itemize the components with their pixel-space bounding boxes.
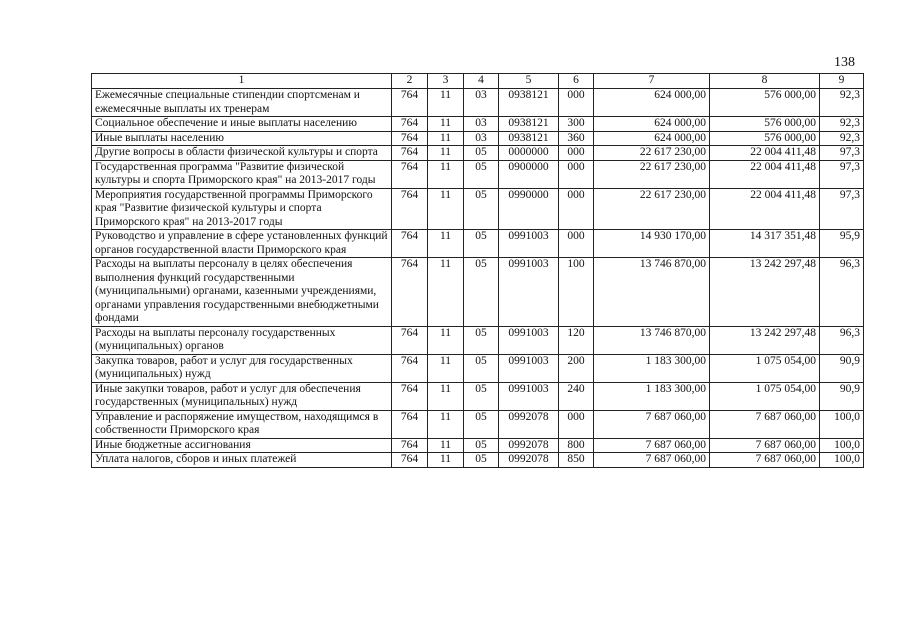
row-name-cell: Другие вопросы в области физической культуры и спорта — [92, 146, 392, 161]
col4-cell: 05 — [464, 410, 499, 438]
col6-cell: 000 — [559, 146, 594, 161]
col2-cell: 764 — [392, 160, 428, 188]
col9-percent-cell: 92,3 — [820, 117, 864, 132]
col5-cell: 0992078 — [499, 453, 559, 468]
row-name-cell: Социальное обеспечение и иные выплаты населению — [92, 117, 392, 132]
col2-cell: 764 — [392, 230, 428, 258]
col7-amount-cell: 1 183 300,00 — [594, 382, 710, 410]
col6-cell: 240 — [559, 382, 594, 410]
budget-table — [91, 73, 864, 468]
col4-cell: 05 — [464, 326, 499, 354]
col8-amount-cell: 7 687 060,00 — [710, 410, 820, 438]
col6-cell: 360 — [559, 131, 594, 146]
row-name-cell: Иные выплаты населению — [92, 131, 392, 146]
col6-cell: 000 — [559, 410, 594, 438]
col7-amount-cell: 7 687 060,00 — [594, 438, 710, 453]
col2-cell: 764 — [392, 117, 428, 132]
table-row — [92, 146, 864, 161]
col5-cell: 0938121 — [499, 89, 559, 117]
col3-cell: 11 — [428, 382, 464, 410]
row-name-cell: Ежемесячные специальные стипендии спортсменам и ежемесячные выплаты их тренерам — [92, 89, 392, 117]
col4-cell: 05 — [464, 160, 499, 188]
header-cell: 5 — [499, 74, 559, 89]
col2-cell: 764 — [392, 131, 428, 146]
col5-cell: 0938121 — [499, 131, 559, 146]
header-cell: 9 — [820, 74, 864, 89]
col8-amount-cell: 576 000,00 — [710, 131, 820, 146]
col6-cell: 000 — [559, 188, 594, 230]
header-cell: 3 — [428, 74, 464, 89]
col6-cell: 120 — [559, 326, 594, 354]
table-row — [92, 160, 864, 188]
col5-cell: 0991003 — [499, 354, 559, 382]
col7-amount-cell: 1 183 300,00 — [594, 354, 710, 382]
header-cell: 4 — [464, 74, 499, 89]
col3-cell: 11 — [428, 354, 464, 382]
col8-amount-cell: 1 075 054,00 — [710, 382, 820, 410]
col3-cell: 11 — [428, 326, 464, 354]
col8-amount-cell: 7 687 060,00 — [710, 438, 820, 453]
col4-cell: 05 — [464, 354, 499, 382]
col4-cell: 05 — [464, 188, 499, 230]
page-number: 138 — [834, 55, 855, 70]
col6-cell: 000 — [559, 160, 594, 188]
col5-cell: 0990000 — [499, 188, 559, 230]
col5-cell: 0992078 — [499, 410, 559, 438]
col9-percent-cell: 90,9 — [820, 354, 864, 382]
col7-amount-cell: 22 617 230,00 — [594, 146, 710, 161]
col5-cell: 0938121 — [499, 117, 559, 132]
col9-percent-cell: 100,0 — [820, 438, 864, 453]
col3-cell: 11 — [428, 258, 464, 327]
col9-percent-cell: 100,0 — [820, 410, 864, 438]
col2-cell: 764 — [392, 188, 428, 230]
col7-amount-cell: 22 617 230,00 — [594, 188, 710, 230]
col5-cell: 0991003 — [499, 258, 559, 327]
row-name-cell: Управление и распоряжение имуществом, находящимся в собственности Приморского края — [92, 410, 392, 438]
col8-amount-cell: 14 317 351,48 — [710, 230, 820, 258]
col6-cell: 000 — [559, 230, 594, 258]
col5-cell: 0991003 — [499, 326, 559, 354]
table-row — [92, 188, 864, 230]
table-row — [92, 410, 864, 438]
header-cell: 7 — [594, 74, 710, 89]
col8-amount-cell: 22 004 411,48 — [710, 146, 820, 161]
col8-amount-cell: 22 004 411,48 — [710, 188, 820, 230]
col5-cell: 0900000 — [499, 160, 559, 188]
col4-cell: 03 — [464, 89, 499, 117]
row-name-cell: Мероприятия государственной программы Приморского края "Развитие физической культуры и спорта Приморского края" на 2013-2017 годы — [92, 188, 392, 230]
col4-cell: 05 — [464, 453, 499, 468]
col9-percent-cell: 95,9 — [820, 230, 864, 258]
header-cell: 1 — [92, 74, 392, 89]
col7-amount-cell: 7 687 060,00 — [594, 410, 710, 438]
col3-cell: 11 — [428, 453, 464, 468]
col2-cell: 764 — [392, 410, 428, 438]
col8-amount-cell: 13 242 297,48 — [710, 258, 820, 327]
col7-amount-cell: 22 617 230,00 — [594, 160, 710, 188]
col9-percent-cell: 90,9 — [820, 382, 864, 410]
row-name-cell: Руководство и управление в сфере установленных функций органов государственной власти Приморского края — [92, 230, 392, 258]
header-row — [92, 74, 864, 89]
col4-cell: 05 — [464, 146, 499, 161]
col5-cell: 0992078 — [499, 438, 559, 453]
col9-percent-cell: 97,3 — [820, 160, 864, 188]
col7-amount-cell: 13 746 870,00 — [594, 326, 710, 354]
col6-cell: 100 — [559, 258, 594, 327]
col5-cell: 0991003 — [499, 382, 559, 410]
table-row — [92, 230, 864, 258]
table-row — [92, 326, 864, 354]
col3-cell: 11 — [428, 131, 464, 146]
row-name-cell: Иные бюджетные ассигнования — [92, 438, 392, 453]
col4-cell: 05 — [464, 230, 499, 258]
table-row — [92, 382, 864, 410]
table-row — [92, 354, 864, 382]
col2-cell: 764 — [392, 382, 428, 410]
col6-cell: 850 — [559, 453, 594, 468]
col7-amount-cell: 14 930 170,00 — [594, 230, 710, 258]
table-row — [92, 131, 864, 146]
col4-cell: 05 — [464, 258, 499, 327]
row-name-cell: Иные закупки товаров, работ и услуг для обеспечения государственных (муниципальных) нужд — [92, 382, 392, 410]
col2-cell: 764 — [392, 453, 428, 468]
table-row — [92, 258, 864, 327]
col8-amount-cell: 13 242 297,48 — [710, 326, 820, 354]
col7-amount-cell: 7 687 060,00 — [594, 453, 710, 468]
col9-percent-cell: 100,0 — [820, 453, 864, 468]
col3-cell: 11 — [428, 89, 464, 117]
col3-cell: 11 — [428, 230, 464, 258]
table-row — [92, 89, 864, 117]
col3-cell: 11 — [428, 188, 464, 230]
row-name-cell: Расходы на выплаты персоналу государственных (муниципальных) органов — [92, 326, 392, 354]
col5-cell: 0000000 — [499, 146, 559, 161]
row-name-cell: Закупка товаров, работ и услуг для государственных (муниципальных) нужд — [92, 354, 392, 382]
row-name-cell: Расходы на выплаты персоналу в целях обеспечения выполнения функций государственными (муниципальными) органами, казенными учреждениями, органами управления государственными внебюджетными фондами — [92, 258, 392, 327]
header-cell: 2 — [392, 74, 428, 89]
table-row — [92, 453, 864, 468]
col4-cell: 03 — [464, 131, 499, 146]
col4-cell: 03 — [464, 117, 499, 132]
col3-cell: 11 — [428, 117, 464, 132]
col9-percent-cell: 92,3 — [820, 89, 864, 117]
row-name-cell: Государственная программа "Развитие физической культуры и спорта Приморского края" на 2013-2017 годы — [92, 160, 392, 188]
col3-cell: 11 — [428, 410, 464, 438]
col4-cell: 05 — [464, 438, 499, 453]
col8-amount-cell: 576 000,00 — [710, 117, 820, 132]
col6-cell: 800 — [559, 438, 594, 453]
header-cell: 8 — [710, 74, 820, 89]
col9-percent-cell: 96,3 — [820, 258, 864, 327]
col2-cell: 764 — [392, 354, 428, 382]
col9-percent-cell: 97,3 — [820, 146, 864, 161]
col8-amount-cell: 22 004 411,48 — [710, 160, 820, 188]
col8-amount-cell: 1 075 054,00 — [710, 354, 820, 382]
col9-percent-cell: 92,3 — [820, 131, 864, 146]
table-row — [92, 117, 864, 132]
col3-cell: 11 — [428, 438, 464, 453]
col2-cell: 764 — [392, 258, 428, 327]
row-name-cell: Уплата налогов, сборов и иных платежей — [92, 453, 392, 468]
col5-cell: 0991003 — [499, 230, 559, 258]
col7-amount-cell: 13 746 870,00 — [594, 258, 710, 327]
col2-cell: 764 — [392, 89, 428, 117]
col7-amount-cell: 624 000,00 — [594, 89, 710, 117]
col6-cell: 300 — [559, 117, 594, 132]
col7-amount-cell: 624 000,00 — [594, 131, 710, 146]
col6-cell: 000 — [559, 89, 594, 117]
header-cell: 6 — [559, 74, 594, 89]
col7-amount-cell: 624 000,00 — [594, 117, 710, 132]
col9-percent-cell: 96,3 — [820, 326, 864, 354]
col8-amount-cell: 7 687 060,00 — [710, 453, 820, 468]
table-body — [92, 89, 864, 468]
col3-cell: 11 — [428, 146, 464, 161]
col4-cell: 05 — [464, 382, 499, 410]
col2-cell: 764 — [392, 146, 428, 161]
col9-percent-cell: 97,3 — [820, 188, 864, 230]
col2-cell: 764 — [392, 438, 428, 453]
col2-cell: 764 — [392, 326, 428, 354]
col3-cell: 11 — [428, 160, 464, 188]
table-row — [92, 438, 864, 453]
col8-amount-cell: 576 000,00 — [710, 89, 820, 117]
col6-cell: 200 — [559, 354, 594, 382]
